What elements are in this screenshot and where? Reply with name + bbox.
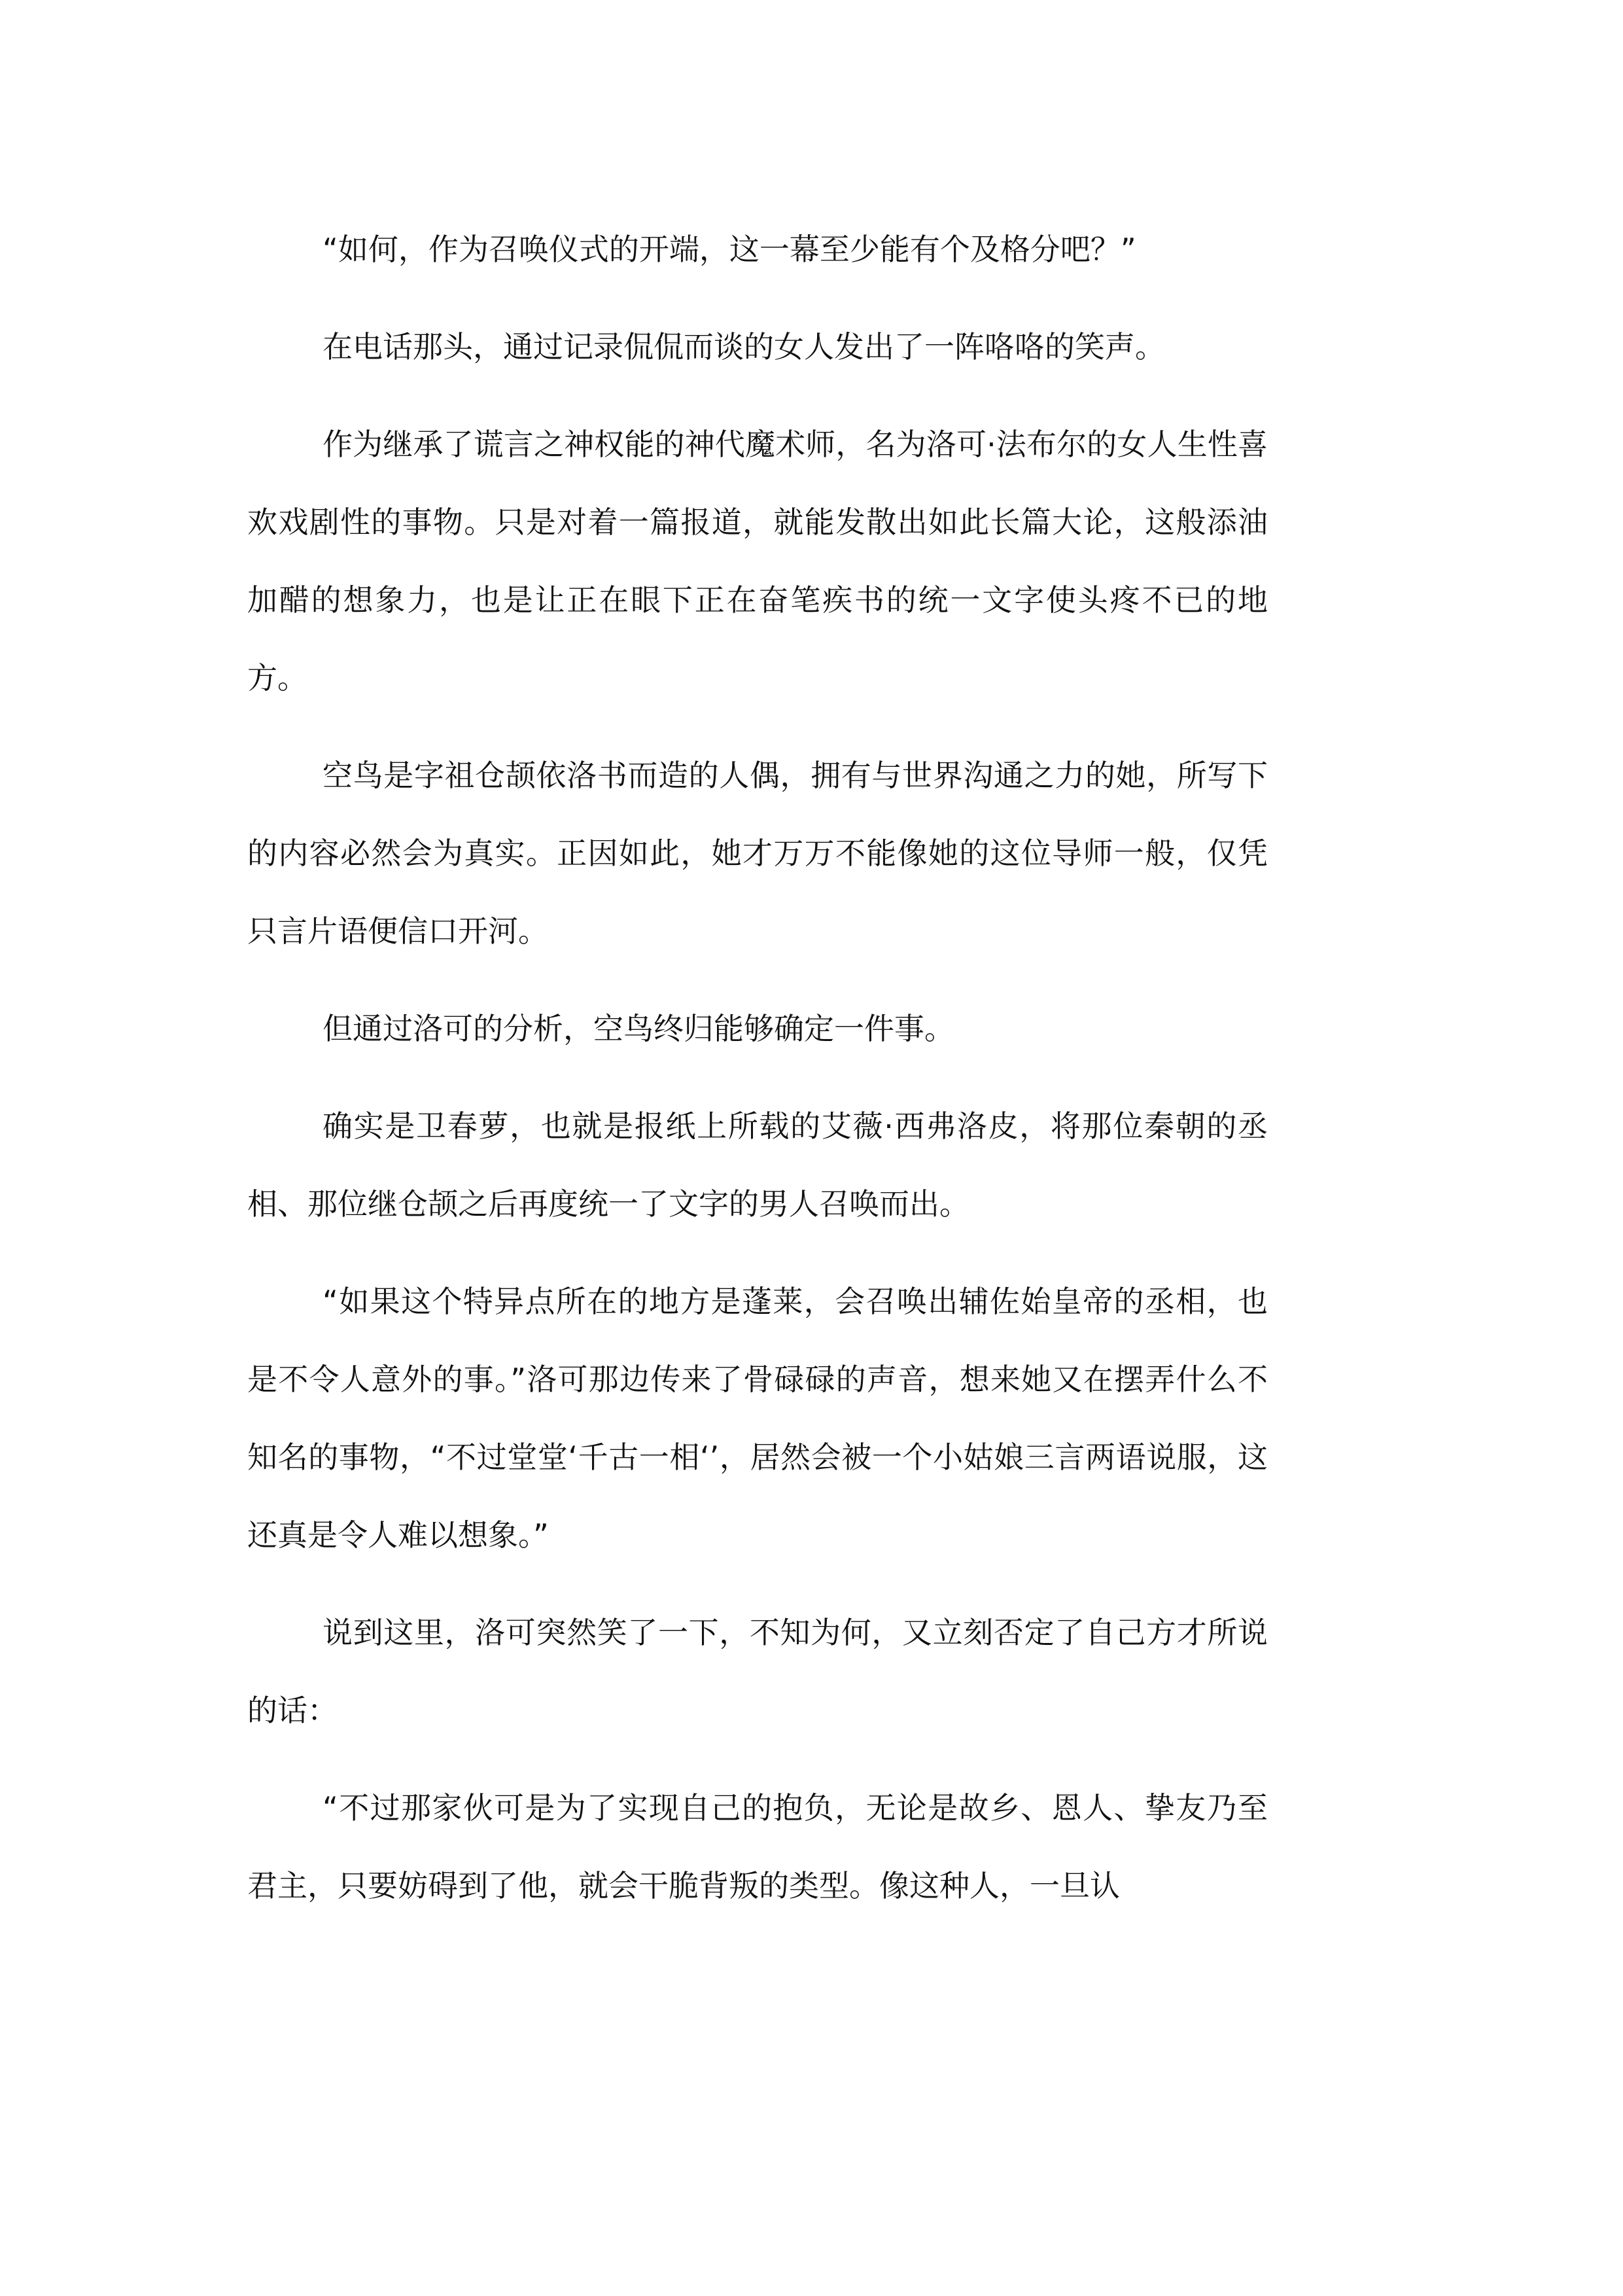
paragraph-2: 在电话那头，通过记录侃侃而谈的女人发出了一阵咯咯的笑声。 [323, 329, 1165, 364]
paragraph-3: 作为继承了谎言之神权能的神代魔术师，名为洛可·法布尔的女人生性喜欢戏剧性的事物。只是对着一篇报道，就能发散出如此长篇大论，这般添油加醋的想象力，也是让正在眼下正在奋笔疾书的统一文字使头疼不已的地方。 [247, 427, 1268, 696]
paragraph-4: 空鸟是字祖仓颉依洛书而造的人偶，拥有与世界沟通之力的她，所写下的内容必然会为真实。正因如此，她才万万不能像她的这位导师一般，仅凭只言片语便信口开河。 [247, 758, 1268, 949]
body-text [247, 211, 1268, 1945]
paragraph-5: 但通过洛可的分析，空鸟终归能够确定一件事。 [323, 1011, 954, 1046]
paragraph-7: “如果这个特异点所在的地方是蓬莱，会召唤出辅佐始皇帝的丞相，也是不令人意外的事。”洛可那边传来了骨碌碌的声音，想来她又在摆弄什么不知名的事物，“不过堂堂‘千古一相‘’，居然会被一个小姑娘三言两语说服，这还真是令人难以想象。” [247, 1284, 1268, 1553]
paragraph-6: 确实是卫春萝，也就是报纸上所载的艾薇·西弗洛皮，将那位秦朝的丞相、那位继仓颉之后再度统一了文字的男人召唤而出。 [247, 1108, 1268, 1222]
paragraph-1: “如何，作为召唤仪式的开端，这一幕至少能有个及格分吧？” [323, 232, 1136, 267]
paragraph-9: “不过那家伙可是为了实现自己的抱负，无论是故乡、恩人、挚友乃至君主，只要妨碍到了他，就会干脆背叛的类型。像这种人，一旦认 [247, 1790, 1268, 1903]
paragraph-8: 说到这里，洛可突然笑了一下，不知为何，又立刻否定了自己方才所说的话： [247, 1615, 1268, 1728]
